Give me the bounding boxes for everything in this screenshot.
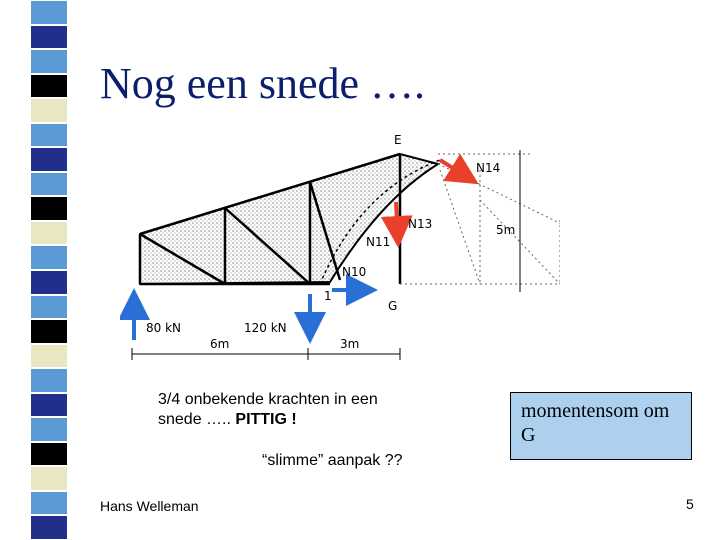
label-node-1: 1 bbox=[324, 289, 332, 303]
label-force-n11: N11 bbox=[366, 235, 391, 249]
label-node-e: E bbox=[394, 133, 402, 147]
sidebar-stripe bbox=[30, 270, 68, 295]
sidebar-stripe bbox=[30, 245, 68, 270]
label-force-n10: N10 bbox=[342, 265, 367, 279]
sidebar-stripe bbox=[30, 442, 68, 467]
sidebar-stripe bbox=[30, 393, 68, 418]
force-arrow-n13 bbox=[396, 202, 398, 240]
sidebar-stripe bbox=[30, 515, 68, 540]
sidebar-stripe bbox=[30, 295, 68, 320]
note-line-2-bold: PITTIG ! bbox=[235, 411, 297, 428]
label-force-n14: N14 bbox=[476, 161, 501, 175]
sidebar-stripe bbox=[30, 466, 68, 491]
sidebar-stripe bbox=[30, 0, 68, 25]
sidebar-stripe bbox=[30, 49, 68, 74]
approach-text: “slimme” aanpak ?? bbox=[262, 452, 403, 469]
sidebar-stripe bbox=[30, 368, 68, 393]
slide-title: Nog een snede …. bbox=[100, 59, 426, 108]
footer-author: Hans Welleman bbox=[100, 498, 199, 514]
label-load-left: 80 kN bbox=[146, 321, 182, 335]
sidebar-stripe bbox=[30, 417, 68, 442]
sidebar-stripe bbox=[30, 491, 68, 516]
page-number: 5 bbox=[686, 496, 694, 512]
sidebar-stripe bbox=[30, 147, 68, 172]
label-load-mid: 120 kN bbox=[244, 321, 287, 335]
label-dim-6m: 6m bbox=[210, 337, 230, 351]
note-line-2-plain: snede ….. bbox=[158, 411, 231, 428]
moment-sum-box: momentensom om G bbox=[510, 392, 692, 460]
label-node-g: G bbox=[388, 299, 398, 313]
label-force-n13: N13 bbox=[408, 217, 433, 231]
sidebar-stripe bbox=[30, 196, 68, 221]
sidebar-stripe bbox=[30, 25, 68, 50]
sidebar-stripe bbox=[30, 221, 68, 246]
sidebar-stripe bbox=[30, 319, 68, 344]
sidebar-stripe bbox=[30, 74, 68, 99]
label-dim-3m: 3m bbox=[340, 337, 360, 351]
sidebar-stripe bbox=[30, 98, 68, 123]
force-arrow-n14 bbox=[440, 160, 472, 180]
unknown-forces-note bbox=[158, 390, 378, 430]
sidebar-stripe bbox=[30, 344, 68, 369]
label-height: 5m bbox=[496, 223, 516, 237]
note-line-1: 3/4 onbekende krachten in een bbox=[158, 391, 378, 408]
truss-diagram bbox=[120, 130, 560, 370]
sidebar-stripe bbox=[30, 123, 68, 148]
sidebar-stripe bbox=[30, 172, 68, 197]
decorative-stripe-sidebar bbox=[30, 0, 68, 540]
note-line-2 bbox=[158, 410, 378, 430]
